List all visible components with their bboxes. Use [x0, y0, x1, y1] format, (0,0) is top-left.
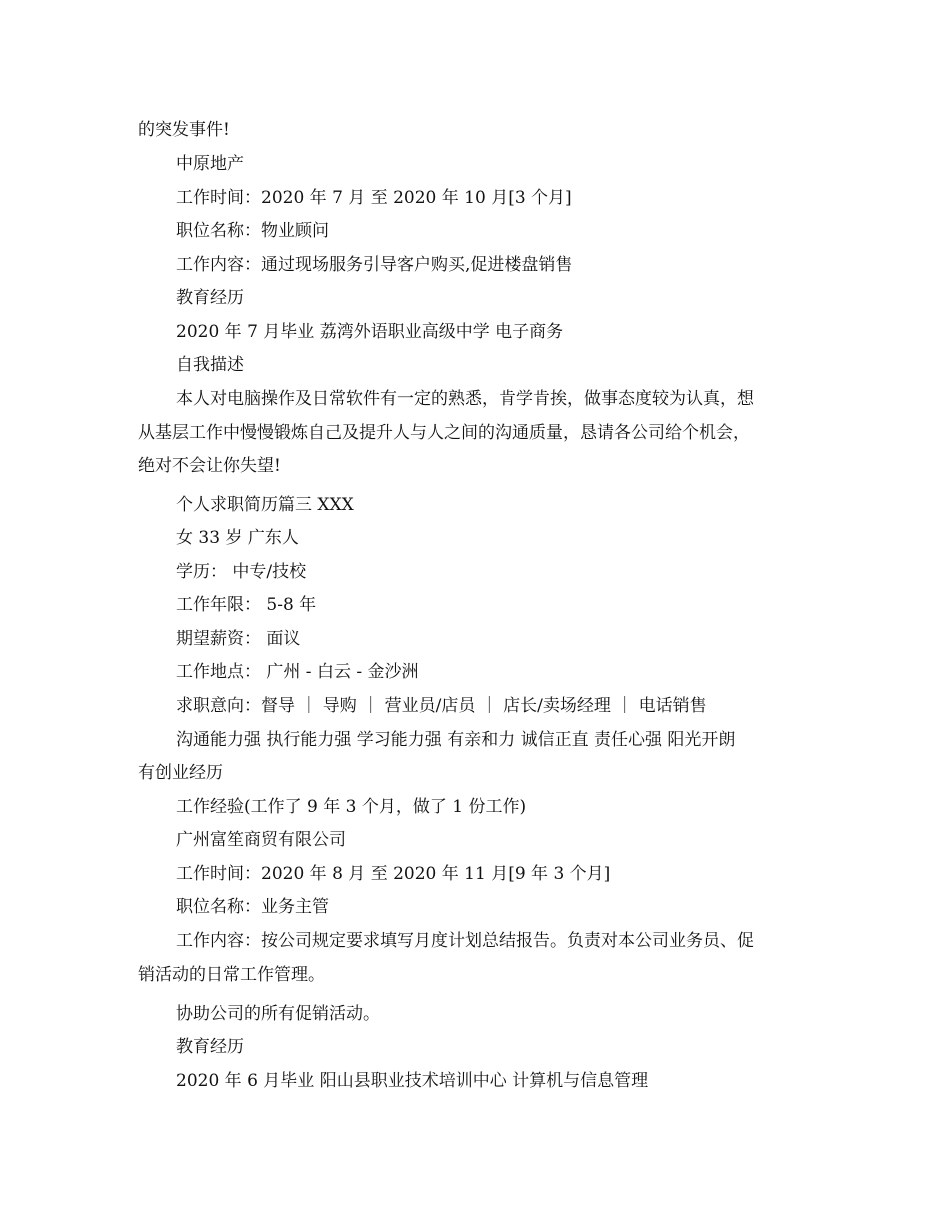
text-line: 工作内容：通过现场服务引导客户购买,促进楼盘销售	[176, 255, 573, 275]
section-heading: 个人求职简历篇三 XXX	[176, 495, 354, 515]
text-line: 工作内容：按公司规定要求填写月度计划总结报告。负责对本公司业务员、促	[176, 931, 754, 951]
text-line: 本人对电脑操作及日常软件有一定的熟悉，肯学肯挨，做事态度较为认真，想	[176, 389, 754, 409]
text-line: 学历： 中专/技校	[176, 562, 307, 582]
text-line: 的突发事件!	[138, 120, 230, 140]
text-line: 工作年限： 5-8 年	[176, 595, 317, 615]
text-line: 销活动的日常工作管理。	[138, 965, 325, 985]
text-line: 绝对不会让你失望!	[138, 456, 281, 476]
section-heading: 自我描述	[176, 355, 244, 375]
text-line: 女 33 岁 广东人	[176, 528, 299, 548]
section-heading: 工作经验(工作了 9 年 3 个月，做了 1 份工作)	[176, 797, 527, 817]
text-line: 工作时间：2020 年 7 月 至 2020 年 10 月[3 个月]	[176, 188, 572, 208]
section-heading: 教育经历	[176, 288, 244, 308]
text-line: 从基层工作中慢慢锻炼自己及提升人与人之间的沟通质量，恳请各公司给个机会，	[138, 423, 750, 443]
text-line: 工作时间：2020 年 8 月 至 2020 年 11 月[9 年 3 个月]	[176, 864, 611, 884]
text-line: 2020 年 6 月毕业 阳山县职业技术培训中心 计算机与信息管理	[176, 1071, 649, 1091]
text-line: 求职意向：督导 ｜ 导购 ｜ 营业员/店员 ｜ 店长/卖场经理 ｜ 电话销售	[176, 696, 707, 716]
text-line: 协助公司的所有促销活动。	[176, 1004, 380, 1024]
section-heading: 教育经历	[176, 1037, 244, 1057]
text-line: 期望薪资： 面议	[176, 629, 301, 649]
text-line: 工作地点： 广州 - 白云 - 金沙洲	[176, 662, 419, 682]
text-line: 职位名称：业务主管	[176, 897, 329, 917]
text-line: 有创业经历	[138, 763, 223, 783]
text-line: 沟通能力强 执行能力强 学习能力强 有亲和力 诚信正直 责任心强 阳光开朗	[176, 730, 736, 750]
text-line: 广州富笙商贸有限公司	[176, 830, 346, 850]
text-line: 职位名称：物业顾问	[176, 221, 329, 241]
text-line: 2020 年 7 月毕业 荔湾外语职业高级中学 电子商务	[176, 322, 564, 342]
section-heading: 中原地产	[176, 154, 244, 174]
